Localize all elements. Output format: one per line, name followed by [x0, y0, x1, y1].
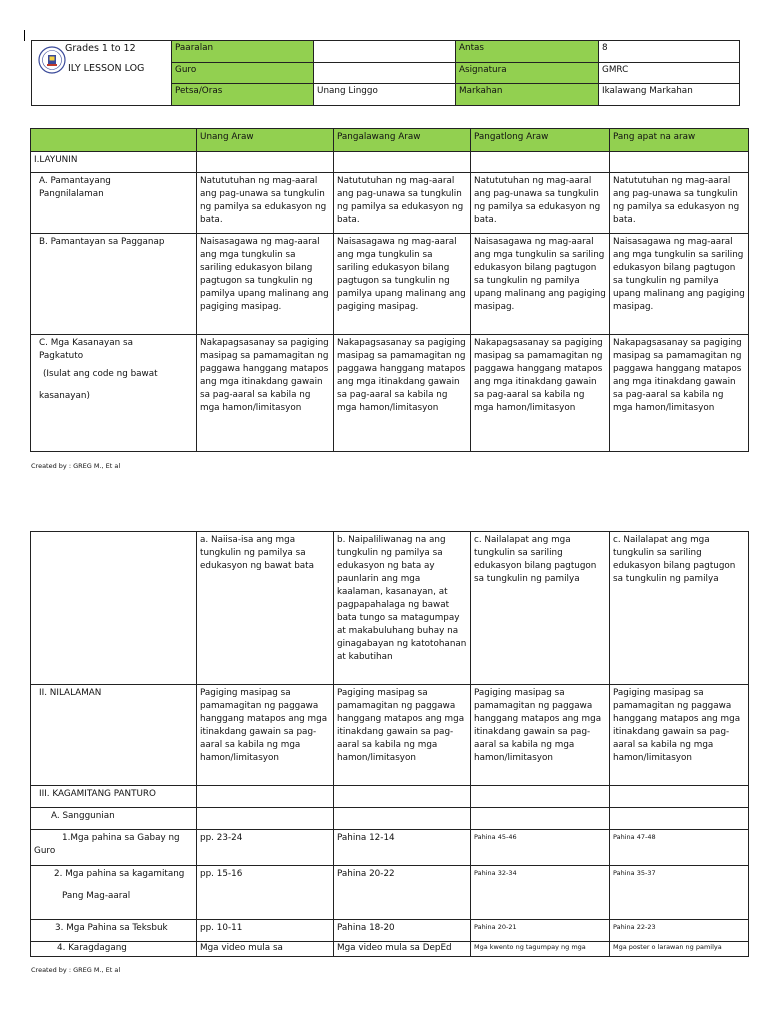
markahan-label: Markahan [456, 84, 599, 106]
cell-a-4: Natututuhan ng mag-aaral ang pag-unawa sa tungkulin ng pamilya sa edukasyon ng bata. [610, 173, 749, 234]
teksbuk-4: Pahina 22-23 [610, 920, 749, 942]
sanggunian-label: A. Sanggunian [31, 808, 197, 830]
kagamitan-ma-label-2: Pang Mag-aaral [62, 891, 131, 901]
objective-a: a. Naiisa-isa ang mga tungkulin ng pamilya sa edukasyon ng bawat bata [197, 532, 334, 685]
karagdagang-3: Mga kwento ng tagumpay ng mga [471, 942, 610, 957]
nilalaman-1: Pagiging masipag sa pamamagitan ng paggawa hanggang matapos ang mga itinakdang gawain sa pag-aaral sa kabila ng mga hamon/limitasyon [197, 685, 334, 786]
nilalaman-4: Pagiging masipag sa pamamagitan ng paggawa hanggang matapos ang mga itinakdang gawain sa pag-aaral sa kabila ng mga hamon/limitasyon [610, 685, 749, 786]
grades-label: Grades 1 to 12 [65, 43, 136, 54]
asignatura-label: Asignatura [456, 62, 599, 84]
cell-c-2: Nakapagsasanay sa pagiging masipag sa pamamagitan ng paggawa hanggang matapos ang mga itinakdang gawain sa pag-aaral sa kabila ng mga hamon/limitasyon [334, 335, 471, 452]
cell-c-1: Nakapagsasanay sa pagiging masipag sa pamamagitan ng paggawa hanggang matapos ang mga itinakdang gawain sa pag-aaral sa kabila ng mga hamon/limitasyon [197, 335, 334, 452]
kagamitan-ma-2: Pahina 20-22 [334, 866, 471, 920]
teksbuk-2: Pahina 18-20 [334, 920, 471, 942]
kagamitan-ma-4: Pahina 35-37 [610, 866, 749, 920]
nilalaman-label: II. NILALAMAN [31, 685, 197, 786]
dll-title: ILY LESSON LOG [68, 63, 145, 74]
cell-a-3: Natututuhan ng mag-aaral ang pag-unawa sa tungkulin ng pamilya sa edukasyon ng bata. [471, 173, 610, 234]
guro-value[interactable] [314, 62, 456, 84]
gabay-2: Pahina 12-14 [334, 830, 471, 866]
day-header-2: Pangalawang Araw [334, 129, 471, 152]
cell-b-1: Naisasagawa ng mag-aaral ang mga tungkulin sa sariling edukasyon bilang pagtugon sa tungkulin ng pamilya upang malinang ang pagiging masipag. [197, 234, 334, 335]
karagdagang-2: Mga video mula sa DepEd [334, 942, 471, 957]
day-header-4: Pang apat na araw [610, 129, 749, 152]
objective-b: b. Naipaliliwanag na ang tungkulin ng pamilya sa edukasyon ng bata ay paunlarin ang mga kaalaman, kasanayan, at pagpapahalaga ng bawat bata tungo sa matagumpay at makabuluhang buhay na ginagabayan ng katotohanan at kabutihan [334, 532, 471, 685]
petsa-label: Petsa/Oras [172, 84, 314, 106]
nilalaman-3: Pagiging masipag sa pamamagitan ng paggawa hanggang matapos ang mga itinakdang gawain sa pag-aaral sa kabila ng mga hamon/limitasyon [471, 685, 610, 786]
layunin-label: I.LAYUNIN [31, 152, 197, 173]
teksbuk-1: pp. 10-11 [197, 920, 334, 942]
kasanayan-label-cell [31, 335, 197, 452]
credit-2: Created by : GREG M., Et al [31, 966, 121, 974]
teksbuk-label: 3. Mga Pahina sa Teksbuk [31, 920, 197, 942]
day-header-1: Unang Araw [197, 129, 334, 152]
kagamitan-label: III. KAGAMITANG PANTURO [31, 786, 197, 808]
cell-c-4: Nakapagsasanay sa pagiging masipag sa pamamagitan ng paggawa hanggang matapos ang mga itinakdang gawain sa pag-aaral sa kabila ng mga hamon/limitasyon [610, 335, 749, 452]
objective-c-2: c. Nailalapat ang mga tungkulin sa sariling edukasyon bilang pagtugon sa tungkulin ng pamilya [610, 532, 749, 685]
kagamitan-ma-1: pp. 15-16 [197, 866, 334, 920]
guro-label: Guro [172, 62, 314, 84]
lesson-table-1 [30, 128, 749, 452]
kagamitan-ma-cell [31, 866, 197, 920]
gabay-4: Pahina 47-48 [610, 830, 749, 866]
cell-b-2: Naisasagawa ng mag-aaral ang mga tungkulin sa sariling edukasyon bilang pagtugon sa tungkulin ng pamilya upang malinang ang pagiging masipag. [334, 234, 471, 335]
karagdagang-label: 4. Karagdagang [31, 942, 197, 957]
antas-label: Antas [456, 41, 599, 63]
kasanayan-label: C. Mga Kasanayan sa Pagkatuto [39, 338, 133, 361]
kasanayan-note: (Isulat ang code ng bawat [43, 369, 158, 379]
kasanayan-note-2: kasanayan) [39, 391, 90, 401]
day-header-3: Pangatlong Araw [471, 129, 610, 152]
lesson-table-2 [30, 531, 749, 957]
corner-cell [31, 129, 197, 152]
gabay-1: pp. 23-24 [197, 830, 334, 866]
header-table [31, 40, 740, 106]
credit-1: Created by : GREG M., Et al [31, 462, 121, 470]
asignatura-value[interactable]: GMRC [599, 62, 740, 84]
pamantayang-pangnilalaman-label: A. Pamantayang Pangnilalaman [31, 173, 197, 234]
objective-c-1: c. Nailalapat ang mga tungkulin sa sariling edukasyon bilang pagtugon sa tungkulin ng pamilya [471, 532, 610, 685]
pamantayan-sa-pagganap-label: B. Pamantayan sa Pagganap [31, 234, 197, 335]
markahan-value[interactable]: Ikalawang Markahan [599, 84, 740, 106]
cell-a-2: Natututuhan ng mag-aaral ang pag-unawa sa tungkulin ng pamilya sa edukasyon ng bata. [334, 173, 471, 234]
paaralan-label: Paaralan [172, 41, 314, 63]
kagamitan-ma-label: 2. Mga pahina sa kagamitang [54, 869, 185, 879]
nilalaman-2: Pagiging masipag sa pamamagitan ng paggawa hanggang matapos ang mga itinakdang gawain sa pag-aaral sa kabila ng mga hamon/limitasyon [334, 685, 471, 786]
karagdagang-1: Mga video mula sa [197, 942, 334, 957]
paaralan-value[interactable] [314, 41, 456, 63]
cell-b-4: Naisasagawa ng mag-aaral ang mga tungkulin sa sariling edukasyon bilang pagtugon sa tungkulin ng pamilya upang malinang ang pagiging masipag. [610, 234, 749, 335]
cell-c-3: Nakapagsasanay sa pagiging masipag sa pamamagitan ng paggawa hanggang matapos ang mga itinakdang gawain sa pag-aaral sa kabila ng mga hamon/limitasyon [471, 335, 610, 452]
gabay-3: Pahina 45-46 [471, 830, 610, 866]
antas-value[interactable]: 8 [599, 41, 740, 63]
karagdagang-4: Mga poster o larawan ng pamilya [610, 942, 749, 957]
text-cursor [24, 30, 25, 41]
cell-a-1: Natututuhan ng mag-aaral ang pag-unawa sa tungkulin ng pamilya sa edukasyon ng bata. [197, 173, 334, 234]
petsa-value[interactable]: Unang Linggo [314, 84, 456, 106]
deped-seal-icon [38, 46, 66, 74]
kagamitan-ma-3: Pahina 32-34 [471, 866, 610, 920]
logo-cell [32, 41, 172, 106]
teksbuk-3: Pahina 20-21 [471, 920, 610, 942]
gabay-label: 1.Mga pahina sa Gabay ng Guro [31, 830, 197, 866]
cell-b-3: Naisasagawa ng mag-aaral ang mga tungkulin sa sariling edukasyon bilang pagtugon sa tungkulin ng pamilya upang malinang ang pagiging masipag. [471, 234, 610, 335]
